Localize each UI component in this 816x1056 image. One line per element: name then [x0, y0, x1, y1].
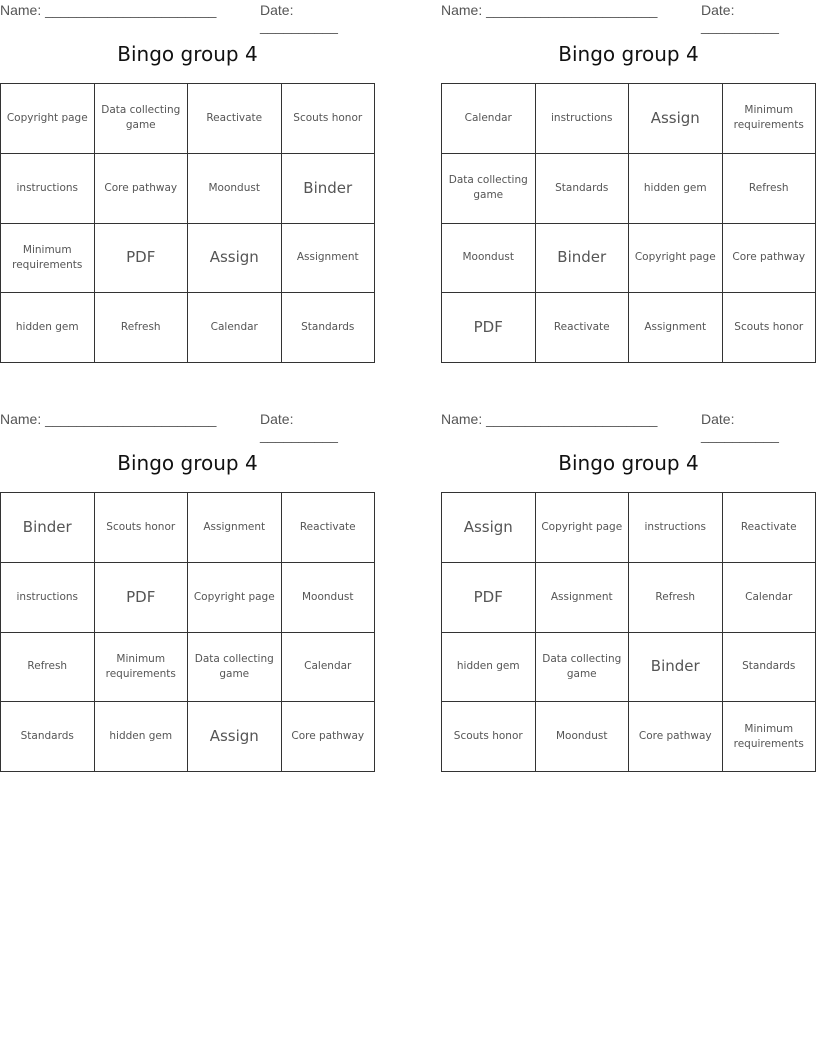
bingo-cell: Reactivate — [536, 293, 630, 363]
bingo-cell: Data collecting game — [188, 633, 282, 703]
bingo-grid — [441, 83, 816, 363]
bingo-cell: Calendar — [723, 563, 816, 633]
bingo-cell: Standards — [1, 702, 95, 772]
bingo-cell: Scouts honor — [723, 293, 816, 363]
card-header — [0, 0, 375, 34]
card-header — [441, 0, 816, 34]
bingo-card-3 — [0, 409, 375, 789]
bingo-cell: Refresh — [723, 154, 816, 224]
name-field-label: Name: ______________________ — [441, 2, 658, 18]
bingo-cell: Assignment — [188, 493, 282, 563]
bingo-cell: Copyright page — [188, 563, 282, 633]
bingo-cell: Reactivate — [188, 84, 282, 154]
bingo-cell: Binder — [536, 224, 630, 294]
bingo-cell: Minimum requirements — [723, 702, 816, 772]
bingo-cell: Calendar — [282, 633, 376, 703]
bingo-cell: PDF — [95, 563, 189, 633]
date-field-label: Date: __________ — [260, 411, 338, 443]
card-header — [441, 409, 816, 443]
bingo-cell: instructions — [1, 154, 95, 224]
bingo-cell: hidden gem — [95, 702, 189, 772]
name-field-label: Name: ______________________ — [0, 2, 217, 18]
card-title: Bingo group 4 — [558, 42, 699, 66]
bingo-grid — [0, 83, 375, 363]
bingo-cell: Minimum requirements — [723, 84, 816, 154]
bingo-cell: hidden gem — [629, 154, 723, 224]
bingo-cell: Moondust — [188, 154, 282, 224]
bingo-cell: Assignment — [536, 563, 630, 633]
bingo-cell: Refresh — [629, 563, 723, 633]
bingo-cell: Scouts honor — [95, 493, 189, 563]
bingo-cell: Copyright page — [536, 493, 630, 563]
date-field-label: Date: __________ — [701, 2, 779, 34]
bingo-cell: Standards — [723, 633, 816, 703]
bingo-cell: Moondust — [282, 563, 376, 633]
date-field-label: Date: __________ — [260, 2, 338, 34]
bingo-grid — [0, 492, 375, 772]
bingo-cell: Binder — [282, 154, 376, 224]
bingo-cell: Core pathway — [629, 702, 723, 772]
bingo-cell: Scouts honor — [282, 84, 376, 154]
bingo-card-1 — [0, 0, 375, 380]
bingo-cell: Refresh — [95, 293, 189, 363]
bingo-cell: Core pathway — [723, 224, 816, 294]
bingo-cell: instructions — [629, 493, 723, 563]
bingo-cell: hidden gem — [1, 293, 95, 363]
bingo-cell: Core pathway — [282, 702, 376, 772]
bingo-cell: Calendar — [188, 293, 282, 363]
card-title: Bingo group 4 — [117, 42, 258, 66]
date-field-label: Date: __________ — [701, 411, 779, 443]
bingo-cell: Assignment — [282, 224, 376, 294]
bingo-cell: Moondust — [442, 224, 536, 294]
bingo-cell: Reactivate — [723, 493, 816, 563]
bingo-cell: Copyright page — [1, 84, 95, 154]
name-field-label: Name: ______________________ — [441, 411, 658, 427]
bingo-cell: Minimum requirements — [1, 224, 95, 294]
bingo-cell: Binder — [629, 633, 723, 703]
bingo-cell: PDF — [442, 563, 536, 633]
bingo-cell: Copyright page — [629, 224, 723, 294]
bingo-cell: Data collecting game — [442, 154, 536, 224]
bingo-cell: Scouts honor — [442, 702, 536, 772]
name-field-label: Name: ______________________ — [0, 411, 217, 427]
bingo-cell: Binder — [1, 493, 95, 563]
bingo-cell: Moondust — [536, 702, 630, 772]
bingo-cell: Calendar — [442, 84, 536, 154]
bingo-grid — [441, 492, 816, 772]
bingo-card-2 — [441, 0, 816, 380]
bingo-cell: PDF — [95, 224, 189, 294]
bingo-cell: Assign — [188, 702, 282, 772]
card-header — [0, 409, 375, 443]
bingo-cell: instructions — [1, 563, 95, 633]
bingo-cell: Standards — [282, 293, 376, 363]
bingo-cell: instructions — [536, 84, 630, 154]
bingo-cell: PDF — [442, 293, 536, 363]
bingo-cell: Refresh — [1, 633, 95, 703]
bingo-cell: Data collecting game — [95, 84, 189, 154]
bingo-cell: hidden gem — [442, 633, 536, 703]
bingo-cell: Assign — [629, 84, 723, 154]
bingo-cell: Reactivate — [282, 493, 376, 563]
bingo-cell: Assign — [442, 493, 536, 563]
bingo-cell: Core pathway — [95, 154, 189, 224]
bingo-cell: Assignment — [629, 293, 723, 363]
card-title: Bingo group 4 — [117, 451, 258, 475]
bingo-card-4 — [441, 409, 816, 789]
bingo-cell: Data collecting game — [536, 633, 630, 703]
bingo-cell: Minimum requirements — [95, 633, 189, 703]
card-title: Bingo group 4 — [558, 451, 699, 475]
bingo-cell: Standards — [536, 154, 630, 224]
bingo-cell: Assign — [188, 224, 282, 294]
